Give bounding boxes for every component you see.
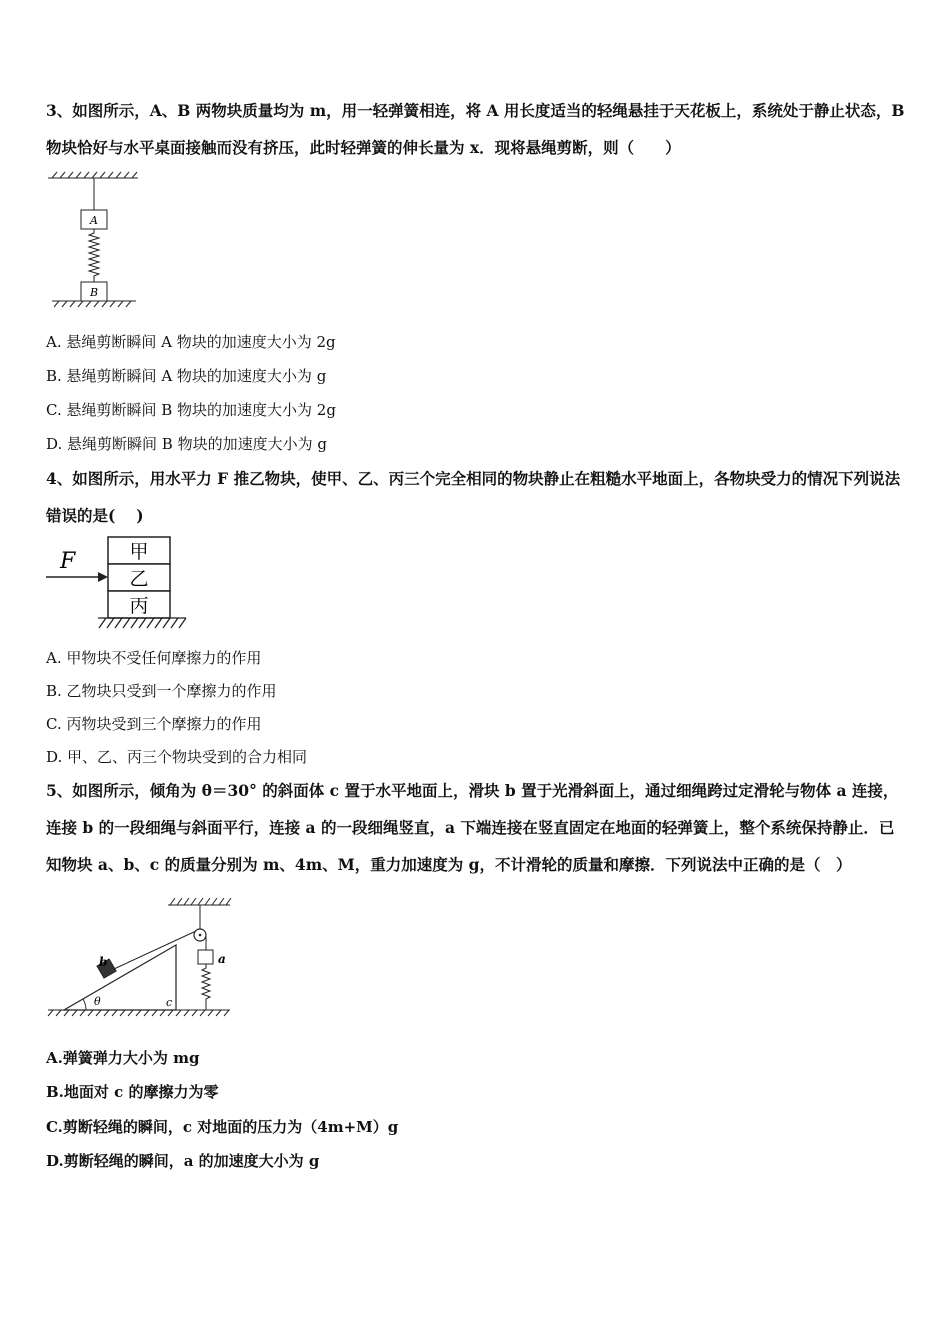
- ceiling-hatch: [168, 898, 231, 905]
- q4-option-c[interactable]: C. 丙物块受到三个摩擦力的作用: [46, 715, 262, 733]
- q3-figure: [46, 170, 146, 310]
- q3-option-a[interactable]: A. 悬绳剪断瞬间 A 物块的加速度大小为 2g: [46, 333, 336, 351]
- q3-option-c[interactable]: C. 悬绳剪断瞬间 B 物块的加速度大小为 2g: [46, 401, 336, 419]
- q3-stem: 3、如图所示，A、B 两物块质量均为 m，用一轻弹簧相连，将 A 用长度适当的轻绳悬挂于天花板上，系统处于静止状态，B 物块恰好与水平桌面接触而没有挤压，此时轻弹簧的伸长量为 x．现将悬绳剪断，则（ ）: [46, 101, 905, 157]
- block-a-label: A: [90, 214, 98, 227]
- table-hatch: [52, 301, 136, 307]
- incline-label: c: [166, 996, 173, 1009]
- q5-option-d[interactable]: D.剪断轻绳的瞬间，a 的加速度大小为 g: [46, 1152, 320, 1170]
- q5-option-a[interactable]: A.弹簧弹力大小为 mg: [46, 1049, 200, 1067]
- q3-option-d[interactable]: D. 悬绳剪断瞬间 B 物块的加速度大小为 g: [46, 435, 327, 453]
- block-a: [198, 950, 213, 964]
- incline-c: [64, 945, 176, 1010]
- q3-option-b[interactable]: B. 悬绳剪断瞬间 A 物块的加速度大小为 g: [46, 367, 327, 385]
- q4-option-b[interactable]: B. 乙物块只受到一个摩擦力的作用: [46, 682, 277, 700]
- block-jia-label: 甲: [129, 541, 149, 563]
- q5-option-c[interactable]: C.剪断轻绳的瞬间，c 对地面的压力为（4m+M）g: [46, 1118, 399, 1136]
- angle-arc: [83, 999, 86, 1010]
- ground-hatch: [98, 618, 186, 628]
- pulley-axle: [199, 934, 202, 937]
- block-a-label: a: [218, 952, 226, 966]
- force-arrow-head: [98, 572, 108, 582]
- block-b-label: b: [99, 955, 108, 969]
- spring: [89, 229, 99, 282]
- block-yi-label: 乙: [129, 568, 149, 590]
- q4-figure: [44, 535, 194, 635]
- ceiling-hatch: [48, 172, 138, 178]
- block-b-label: B: [89, 286, 99, 299]
- q5-option-b[interactable]: B.地面对 c 的摩擦力为零: [46, 1083, 219, 1101]
- angle-label: θ: [94, 995, 101, 1008]
- block-bing-label: 丙: [129, 595, 149, 617]
- q5-figure: [44, 895, 244, 1020]
- q4-stem: 4、如图所示，用水平力 F 推乙物块，使甲、乙、丙三个完全相同的物块静止在粗糙水平地面上，各物块受力的情况下列说法错误的是( ): [46, 469, 901, 525]
- force-label: F: [60, 549, 76, 574]
- q4-option-d[interactable]: D. 甲、乙、丙三个物块受到的合力相同: [46, 748, 308, 766]
- spring: [202, 964, 210, 1010]
- q4-option-a[interactable]: A. 甲物块不受任何摩擦力的作用: [46, 649, 262, 667]
- ground-hatch: [48, 1010, 230, 1016]
- q5-stem: 5、如图所示，倾角为 θ＝30° 的斜面体 c 置于水平地面上，滑块 b 置于光滑斜面上，通过细绳跨过定滑轮与物体 a 连接，连接 b 的一段细绳与斜面平行，连接 a 的一段细绳竖直，a 下端连接在竖直固定在地面的轻弹簧上，整个系统保持静止．已知物块 a、b、c 的质量分别为 m、4m、M，重力加速度为 g，不计滑轮的质量和摩擦．下列说法中正确的是（ ）: [46, 781, 899, 874]
- rope-to-b: [114, 931, 196, 969]
